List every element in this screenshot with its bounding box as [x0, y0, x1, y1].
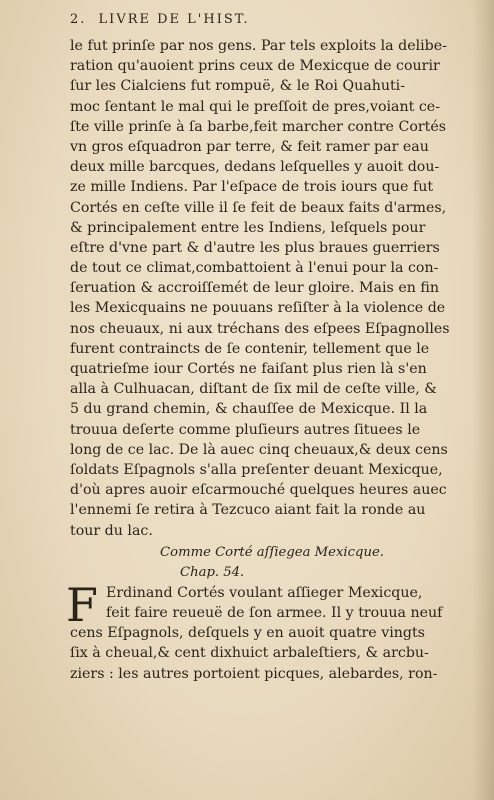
text-line: feit faire reueuë de ſon armee. Il y trouua neuf	[106, 605, 443, 622]
text-line: & principalement entre les Indiens, leſquels pour	[70, 219, 426, 236]
text-line: ſoldats Eſpagnols s'alla preſenter deuant Mexicque,	[70, 461, 443, 478]
text-line: vn gros eſquadron par terre, & feit ramer par eau	[70, 138, 429, 155]
text-line: alla à Culhuacan, diſtant de ſix mil de ceſte ville, &	[70, 381, 437, 398]
text-line: cens Eſpagnols, deſquels y en auoit quatre vingts	[70, 625, 425, 642]
text-line: ration qu'auoient prins ceux de Mexicque de courir	[70, 58, 440, 75]
text-line: long de ce lac. De là auec cinq cheuaux,& deux cens	[70, 441, 448, 458]
text-line: les Mexicquains ne pouuans reſiſter à la violence de	[70, 300, 446, 317]
text-line: de tout ce climat,combattoient à l'enui pour la con-	[70, 260, 439, 277]
chapter-opening	[66, 577, 474, 632]
text-line: moc ſentant le mal qui le preſſoit de pres,voiant ce-	[70, 98, 440, 115]
text-line: Cortés en ceſte ville il ſe feit de beaux faits d'armes,	[70, 199, 447, 216]
page-number: 2.	[70, 12, 87, 27]
text-line: ſeruation & accroiſſemét de leur gloire. Mais en fin	[70, 280, 439, 297]
text-line: Erdinand Cortés voulant aſſieger Mexicque,	[106, 584, 423, 601]
text-line: ze mille Indiens. Par l'eſpace de trois iours que fut	[70, 179, 434, 196]
text-line: ſix à cheual,& cent dixhuict arbaleſtiers, & arcbu-	[70, 645, 429, 662]
chapter-number: Chap. 54.	[180, 564, 245, 580]
text-line: furent contraincts de ſe contenir, tellement que le	[70, 340, 430, 357]
drop-cap: F	[66, 577, 98, 632]
text-line: deux mille barcques, dedans leſquelles y auoit dou-	[70, 159, 440, 176]
text-line: trouua deſerte comme pluſieurs autres ſituees le	[70, 421, 421, 438]
running-header	[70, 12, 470, 27]
text-line: 5 du grand chemin, & chauſſee de Mexicque. Il la	[70, 401, 428, 418]
text-line: tour du lac.	[70, 522, 153, 539]
running-title: LIVRE DE L'HIST.	[98, 12, 250, 27]
body-paragraph	[70, 36, 474, 541]
text-block	[66, 36, 474, 684]
text-line: ſur les Cialciens fut rompuë, & le Roi Quahuti-	[70, 78, 405, 95]
text-line: quatrieſme iour Cortés ne faiſant plus rien là s'en	[70, 361, 427, 377]
text-line: ziers : les autres portoient picques, alebardes, ron-	[70, 665, 438, 682]
section-heading: Comme Corté aſſiegea Mexicque.	[160, 544, 384, 560]
text-line: le fut prinſe par nos gens. Par tels exploits la delibe-	[70, 38, 447, 54]
text-line: eſtre d'vne part & d'autre les plus braues guerriers	[70, 239, 440, 256]
page-gutter-shadow	[472, 0, 494, 800]
chapter-paragraph	[70, 623, 474, 684]
text-line: l'ennemi ſe retira à Tezcuco aiant fait la ronde au	[70, 502, 426, 519]
text-line: d'où apres auoir eſcarmouché quelques heures auec	[70, 482, 447, 499]
text-line: ſte ville prinſe à ſa barbe,feit marcher contre Cortés	[70, 118, 447, 135]
text-line: nos cheuaux, ni aux tréchans des eſpees Eſpagnolles	[70, 320, 450, 337]
